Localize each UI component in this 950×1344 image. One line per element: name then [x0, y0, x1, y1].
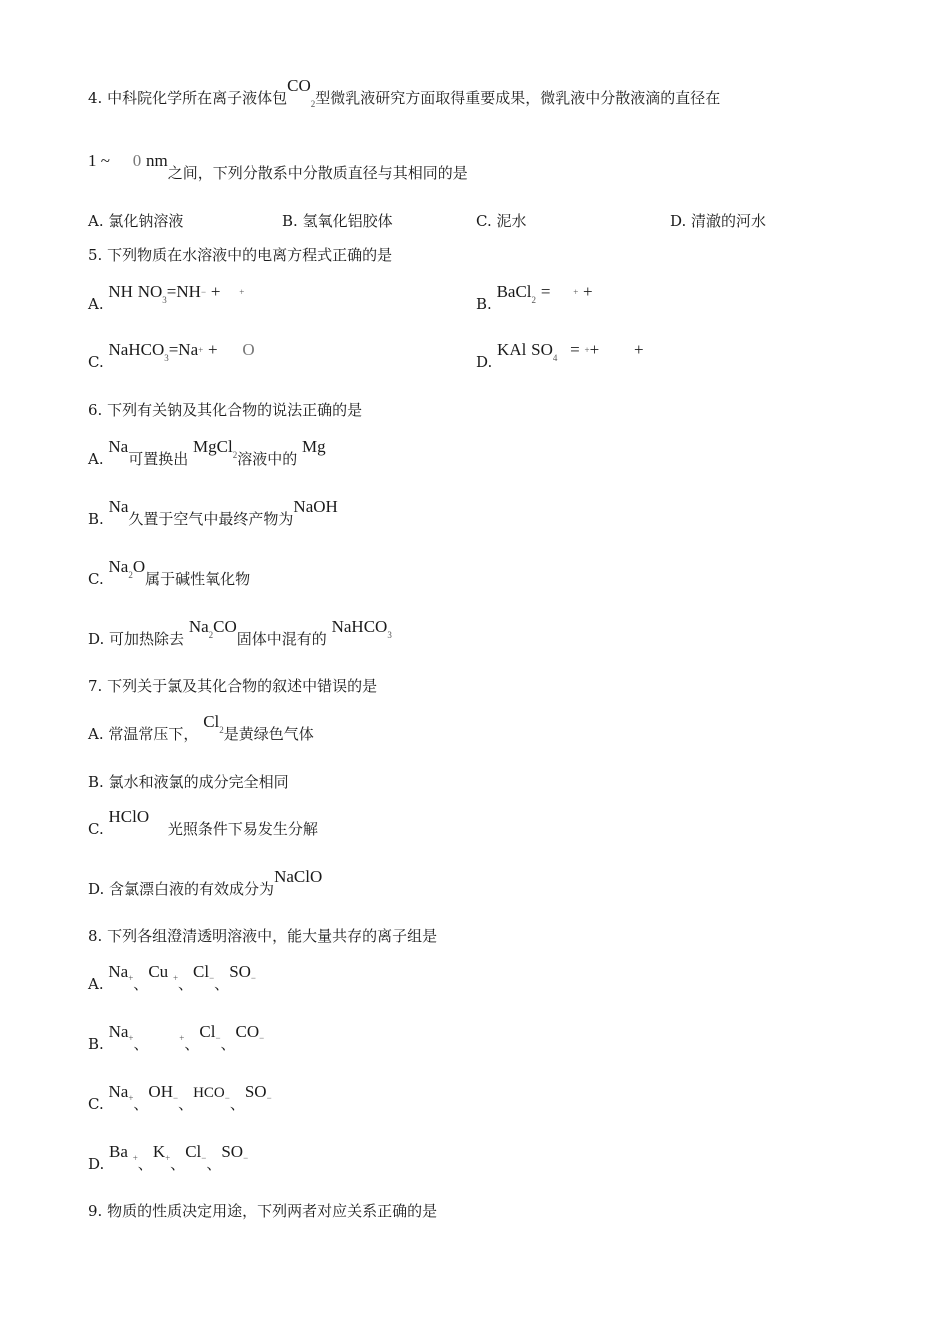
q4-option-a-label: A.: [88, 212, 104, 230]
q7-option-d[interactable]: [88, 867, 323, 899]
q7-stem-text: 下列关于氯及其化合物的叙述中错误的是: [107, 677, 378, 695]
q6-d-formula1b: CO: [213, 617, 237, 636]
q5-c-part3: +: [208, 340, 218, 359]
q6-b-formula2: NaOH: [293, 497, 338, 516]
q4-option-d[interactable]: [670, 210, 766, 231]
q5-number: 5.: [88, 246, 103, 264]
q8-d-ion3: Cl: [185, 1142, 202, 1161]
q5-option-b[interactable]: [476, 282, 593, 314]
q6-a-formula2: MgCl: [193, 437, 233, 456]
q4-option-b-text: 氢氧化铝胶体: [302, 212, 393, 230]
q8-d-ion1-charge: +: [132, 1153, 138, 1163]
q5-b-sub: 2: [531, 295, 537, 305]
q6-d-formula2: NaHCO: [331, 617, 388, 636]
q7-option-c[interactable]: [88, 807, 318, 839]
q4-option-d-text: 清澈的河水: [691, 212, 767, 230]
q4-stem-pre: 中科院化学所在离子液体包: [107, 89, 288, 107]
q8-b-ion4-charge: −: [259, 1033, 265, 1043]
q6-b-formula1: Na: [108, 497, 129, 516]
q7-a-formula1: Cl: [203, 712, 220, 731]
q5-c-part2: =Na: [168, 340, 199, 359]
q5-a-part2: NO: [137, 282, 163, 301]
q7-number: 7.: [88, 677, 103, 695]
q4-option-b[interactable]: [282, 210, 393, 231]
q8-b-ion4: CO: [235, 1022, 260, 1041]
q5-option-c[interactable]: [88, 340, 255, 372]
q4-option-b-label: B.: [282, 212, 298, 230]
q8-d-ion4: SO: [221, 1142, 244, 1161]
q6-d-text1: 可加热除去: [109, 630, 185, 648]
q5-c-sup: +: [198, 345, 204, 355]
q8-a-sep1: 、: [133, 975, 149, 993]
q6-a-formula1: Na: [108, 437, 129, 456]
q5-b-part2: =: [540, 282, 551, 301]
q6-option-d-label: D.: [88, 630, 105, 648]
q8-number: 8.: [88, 927, 103, 945]
q5-stem-text: 下列物质在水溶液中的电离方程式正确的是: [107, 246, 393, 264]
q8-a-ion1-charge: +: [128, 973, 134, 983]
q7-option-d-label: D.: [88, 880, 105, 898]
q6-b-text1: 久置于空气中最终产物为: [128, 510, 294, 528]
q5-option-d-label: D.: [476, 353, 493, 371]
q6-a-text2: 溶液中的: [237, 450, 298, 468]
q5-b-part1: BaCl: [496, 282, 532, 301]
q8-b-ion1-charge: +: [128, 1033, 134, 1043]
q7-option-b-label: B.: [88, 773, 104, 791]
q8-d-sep2: 、: [170, 1155, 186, 1173]
q5-b-part3: +: [583, 282, 593, 301]
q9-stem-text: 物质的性质决定用途，下列两者对应关系正确的是: [107, 1202, 438, 1220]
q5-option-a[interactable]: [88, 282, 245, 314]
q8-b-ion3-charge: −: [215, 1033, 221, 1043]
q8-b-sep1: 、: [133, 1035, 149, 1053]
q6-stem-text: 下列有关钠及其化合物的说法正确的是: [107, 401, 363, 419]
q8-stem-text: 下列各组澄清透明溶液中，能大量共存的离子组是: [107, 927, 438, 945]
q7-option-a[interactable]: [88, 712, 314, 744]
q6-c-sub: 2: [128, 570, 133, 580]
q8-c-ion1: Na: [108, 1082, 129, 1101]
q8-c-ion2: OH: [148, 1082, 173, 1101]
q5-option-a-label: A.: [88, 295, 104, 313]
q7-stem: [88, 676, 377, 696]
q4-range-start: 1 ~: [88, 151, 110, 170]
q8-c-ion4: SO: [244, 1082, 267, 1101]
q8-d-ion2-charge: +: [165, 1153, 171, 1163]
q5-a-part1: NH: [108, 282, 133, 301]
q5-d-part5: +: [633, 340, 644, 359]
q4-line1: [88, 76, 721, 110]
q6-d-formula1: Na: [188, 617, 209, 636]
q4-option-c-label: C.: [476, 212, 492, 230]
q8-c-sep2: 、: [178, 1095, 194, 1113]
q8-b-ion3: Cl: [199, 1022, 216, 1041]
q8-d-ion3-charge: −: [201, 1153, 207, 1163]
q8-b-ion1: Na: [108, 1022, 129, 1041]
q5-c-part4: O: [242, 340, 255, 359]
q8-a-ion3-charge: −: [209, 973, 215, 983]
q4-stem-post: 型微乳液研究方面取得重要成果，微乳液中分散液滴的直径在: [315, 89, 721, 107]
q5-option-c-label: C.: [88, 353, 104, 371]
q4-formula: CO: [287, 76, 311, 95]
q6-number: 6.: [88, 401, 103, 419]
q9-stem: [88, 1201, 437, 1221]
q8-b-sep2: 、: [184, 1035, 200, 1053]
q4-range-end: 0: [132, 151, 142, 170]
q5-a-part4: +: [210, 282, 221, 301]
q7-a-sub: 2: [219, 725, 224, 735]
q6-c-formula1: Na: [108, 557, 129, 576]
q6-option-b[interactable]: [88, 497, 338, 529]
q8-option-d[interactable]: [88, 1142, 249, 1174]
q6-option-b-label: B.: [88, 510, 104, 528]
q5-a-part3: =NH: [166, 282, 201, 301]
q6-d-text2: 固体中混有的: [236, 630, 327, 648]
q5-d-part2: SO: [531, 340, 553, 359]
q5-d-part4: +: [589, 340, 600, 359]
q4-option-a-text: 氯化钠溶液: [108, 212, 184, 230]
q8-c-ion2-charge: −: [172, 1093, 179, 1103]
q8-option-c-label: C.: [88, 1095, 104, 1113]
q8-option-b-label: B.: [88, 1035, 104, 1053]
q7-a-text2: 是黄绿色气体: [223, 725, 314, 743]
q8-a-ion1: Na: [108, 962, 129, 981]
q8-c-sep3: 、: [229, 1095, 245, 1113]
q5-stem: [88, 245, 392, 265]
q7-a-text1: 常温常压下，: [108, 725, 199, 743]
q8-option-d-label: D.: [88, 1155, 105, 1173]
q6-option-d[interactable]: [88, 617, 392, 649]
q4-line2: [88, 151, 468, 183]
q8-b-sep3: 、: [220, 1035, 236, 1053]
q6-d-sub: 2: [208, 630, 214, 640]
q8-option-b[interactable]: [88, 1022, 265, 1054]
q5-option-d[interactable]: [476, 340, 644, 372]
q6-option-a[interactable]: [88, 437, 326, 469]
q6-option-c[interactable]: [88, 557, 251, 589]
q5-c-sub: 3: [164, 353, 169, 363]
q8-stem: [88, 926, 437, 946]
q8-option-a-label: A.: [88, 975, 104, 993]
q8-c-sep1: 、: [133, 1095, 149, 1113]
q7-c-formula1: HClO: [108, 807, 150, 826]
q8-a-ion2-charge: +: [172, 973, 179, 983]
q6-d-sub2: 3: [387, 630, 392, 640]
q5-c-part1: NaHCO: [108, 340, 165, 359]
q8-c-ion4-charge: −: [266, 1093, 272, 1103]
q6-c-formula1b: O: [132, 557, 146, 576]
q4-unit: nm: [146, 151, 168, 170]
q8-d-ion1: Ba: [109, 1142, 128, 1161]
q8-d-ion2: K: [152, 1142, 166, 1161]
q6-a-sub: 2: [232, 450, 238, 460]
q4-option-d-label: D.: [670, 212, 687, 230]
q7-option-a-label: A.: [88, 725, 104, 743]
q6-option-c-label: C.: [88, 570, 104, 588]
q6-option-a-label: A.: [88, 450, 104, 468]
q5-b-sup: +: [573, 287, 579, 297]
q5-a-part5: +: [239, 287, 245, 297]
q5-d-sup: +: [584, 345, 590, 355]
q7-option-c-label: C.: [88, 820, 104, 838]
q7-c-text1: 光照条件下易发生分解: [167, 820, 318, 838]
q4-formula-sub: 2: [310, 99, 316, 109]
q8-option-a[interactable]: [88, 962, 256, 994]
q7-option-b[interactable]: [88, 771, 289, 792]
q8-a-ion4-charge: −: [250, 973, 256, 983]
q5-a-sub: 3: [162, 295, 167, 305]
q8-a-ion2: Cu: [148, 962, 169, 981]
q4-line2-text: 之间，下列分散系中分散质直径与其相同的是: [167, 164, 468, 182]
q4-number: 4.: [88, 89, 103, 107]
q8-d-ion4-charge: −: [243, 1153, 249, 1163]
q4-option-c-text: 泥水: [496, 212, 527, 230]
q8-a-sep2: 、: [178, 975, 194, 993]
q7-b-text1: 氯水和液氯的成分完全相同: [108, 773, 289, 791]
q8-a-ion3: Cl: [193, 962, 210, 981]
q5-d-part3: =: [570, 340, 580, 359]
q5-d-part1: KAl: [497, 340, 527, 359]
q8-a-sep3: 、: [214, 975, 230, 993]
q7-d-formula1: NaClO: [274, 867, 323, 886]
q6-a-text1: 可置换出: [128, 450, 189, 468]
q8-d-sep1: 、: [137, 1155, 153, 1173]
q9-number: 9.: [88, 1202, 103, 1220]
q5-a-sup: −: [200, 287, 207, 297]
q5-d-sub: 4: [552, 353, 558, 363]
q8-c-ion3: HCO: [193, 1085, 225, 1101]
q8-c-ion1-charge: +: [128, 1093, 134, 1103]
q8-a-ion4: SO: [229, 962, 251, 981]
q4-option-c[interactable]: [476, 210, 527, 231]
q8-b-ion2-charge: +: [179, 1033, 185, 1043]
q6-stem: [88, 400, 362, 420]
q4-option-a[interactable]: [88, 210, 183, 231]
q7-d-text1: 含氯漂白液的有效成分为: [109, 880, 275, 898]
q8-d-sep3: 、: [206, 1155, 222, 1173]
q6-a-formula3: Mg: [302, 437, 326, 456]
q8-option-c[interactable]: [88, 1082, 272, 1114]
q6-c-text1: 属于碱性氧化物: [145, 570, 251, 588]
q8-c-ion3-charge: −: [224, 1093, 230, 1103]
q5-option-b-label: B.: [476, 295, 492, 313]
